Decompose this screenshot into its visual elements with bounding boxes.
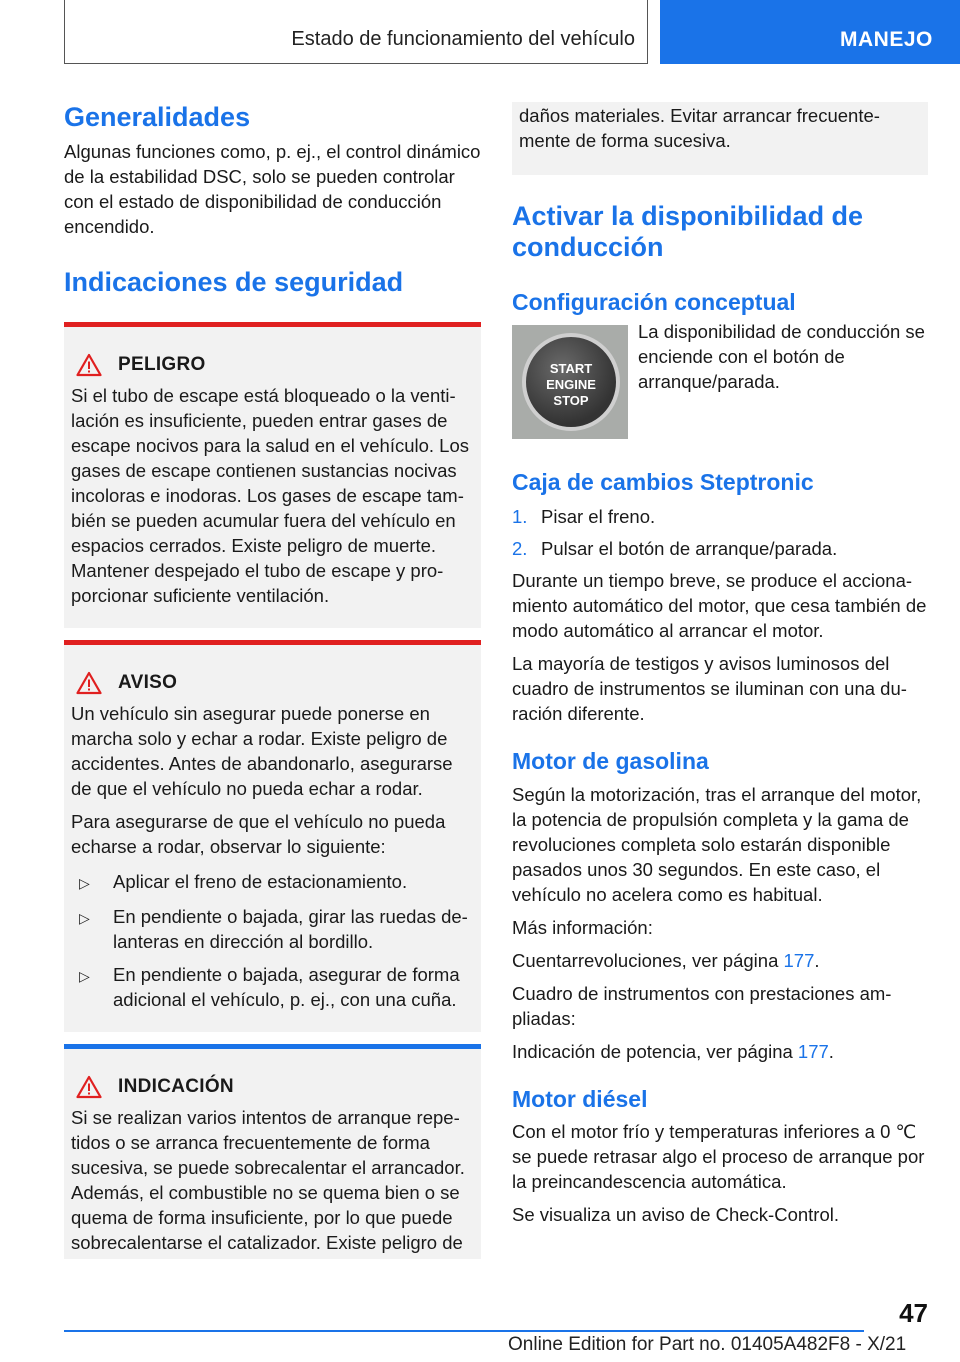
footer-edition-text: Online Edition for Part no. 01405A482F8 - X/21: [508, 1334, 907, 1355]
activar-heading: Activar la disponibilidad de conducción: [512, 201, 864, 262]
page-link-177[interactable]: 177: [797, 1040, 829, 1062]
aviso-bullet-list: [71, 869, 474, 1012]
page-number: 47: [899, 1298, 928, 1328]
right-column: [512, 102, 928, 1227]
seguridad-heading: Indicaciones de seguridad: [64, 267, 404, 298]
config-figure-row: [512, 320, 928, 439]
gasolina-heading: Motor de gasolina: [512, 748, 709, 775]
diesel-heading: Motor diésel: [512, 1085, 648, 1112]
generalidades-heading: Generalidades: [64, 102, 251, 132]
header-section-box: [64, 0, 648, 64]
warning-triangle-icon: [76, 671, 102, 695]
triangle-bullet-icon: ▷: [79, 968, 90, 985]
steptronic-paragraph-2: La mayoría de testigos y avisos luminosos del cuadro de instrumentos se iluminan con una duración diferente.: [512, 653, 907, 725]
indicacion-note: [64, 1044, 481, 1259]
steptronic-heading: Caja de cambios Steptronic: [512, 468, 814, 495]
config-heading: Configuración conceptual: [512, 289, 796, 315]
diesel-paragraph-2: Se visualiza un aviso de Check-Control.: [512, 1204, 839, 1226]
triangle-bullet-icon: ▷: [79, 910, 90, 927]
peligro-title: PELIGRO: [118, 354, 206, 376]
peligro-note: [64, 322, 481, 628]
header-section-title: Estado de funcionamiento del vehículo: [291, 28, 635, 50]
start-stop-button-image: [512, 325, 628, 439]
list-item: ▷ En pendiente o bajada, asegurar de forma adicional el vehículo, p. ej., con una cuña.: [71, 962, 474, 1012]
steptronic-steps: [512, 504, 928, 561]
list-item: ▷ Aplicar el freno de estacionamiento.: [71, 869, 474, 896]
gasolina-paragraph-1: Según la motorización, tras el arranque del motor, la potencia de propulsión completa y la gama de revoluciones completa solo estarán disponible pasados unos 30 segundos. En este caso, el vehículo no acelera como es habitual.: [512, 783, 922, 905]
start-engine-stop-icon: START ENGINE STOP: [522, 333, 620, 431]
generalidades-text: Algunas funciones como, p. ej., el control dinámico de la estabilidad DSC, solo se pueden controlar con el estado de disponibilidad de conducción encendido.: [64, 141, 481, 238]
warning-triangle-icon: [76, 1075, 102, 1099]
diesel-paragraph-1: Con el motor frío y temperaturas inferiores a 0 ℃ se puede retrasar algo el proceso de arranque por la preincandescencia automática.: [512, 1121, 925, 1193]
steptronic-paragraph-1: Durante un tiempo breve, se produce el accionamiento automático del motor, que cesa también de modo automático al arrancar el motor.: [512, 570, 927, 642]
aviso-text-2: Para asegurarse de que el vehículo no pueda echarse a rodar, observar lo siguiente:: [71, 811, 446, 858]
reference-instrument-cluster: Cuadro de instrumentos con prestaciones ampliadas:: [512, 982, 892, 1029]
gasolina-paragraph-2: Más información:: [512, 916, 653, 938]
list-item: 1. Pisar el freno.: [512, 506, 656, 528]
continued-note: [512, 102, 928, 175]
chapter-tab-label: MANEJO: [840, 28, 933, 51]
list-item: ▷ En pendiente o bajada, girar las ruedas delanteras en dirección al bordillo.: [71, 904, 474, 954]
warning-triangle-icon: [76, 353, 102, 377]
aviso-note: [64, 640, 481, 1032]
aviso-text-1: Un vehículo sin asegurar puede ponerse en marcha solo y echar a rodar. Existe peligro de accidentes. Antes de abandonarlo, asegurarse de que el vehículo no pueda echar a rodar.: [71, 703, 453, 800]
aviso-title: AVISO: [118, 672, 178, 694]
triangle-bullet-icon: ▷: [79, 875, 90, 892]
reference-tachometer: Cuentarrevoluciones, ver página 177.: [512, 949, 820, 971]
config-text: La disponibilidad de conducción se enciende con el botón de arranque/parada.: [638, 320, 925, 392]
page-link-177[interactable]: 177: [783, 949, 815, 971]
indicacion-title: INDICACIÓN: [118, 1076, 234, 1098]
indicacion-text: Si se realizan varios intentos de arranque repetidos o se arranca frecuentemente de forma sucesiva, se puede sobrecalentar el arrancador. Además, el combustible no se quema bien o se quema de forma insuficiente, por lo que puede sobrecalentarse el catalizador. Existe peligro de: [71, 1107, 465, 1254]
left-column: [64, 100, 481, 1259]
peligro-text: Si el tubo de escape está bloqueado o la ventilación es insuficiente, pueden entrar gases de escape nocivos para la salud en el vehículo. Los gases de escape contienen sustancias nocivas incoloras e inodoras. Los gases de escape también se pueden acumular fuera del vehículo en espacios cerrados. Existe peligro de muerte. Mantener despejado el tubo de escape y proporcionar suficiente ventilación.: [71, 385, 470, 607]
continued-note-text: daños materiales. Evitar arrancar frecuentemente de forma sucesiva.: [519, 105, 880, 151]
list-item: 2. Pulsar el botón de arranque/parada.: [512, 538, 838, 560]
reference-power-display: Indicación de potencia, ver página 177.: [512, 1040, 834, 1062]
footer-divider: [64, 1330, 864, 1332]
chapter-tab[interactable]: [660, 0, 960, 64]
